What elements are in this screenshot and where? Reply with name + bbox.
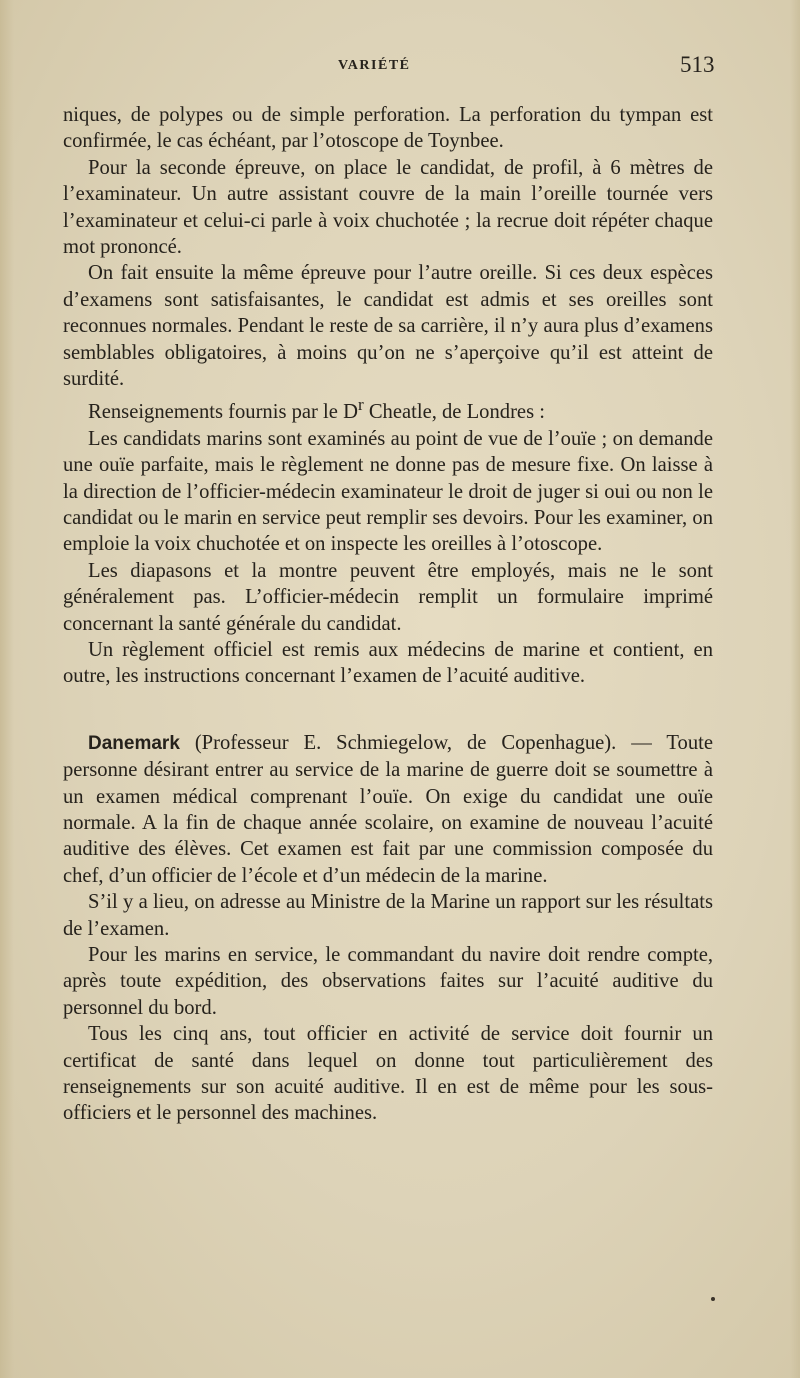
denmark-source: (Professeur E. Schmiegelow, de Copenhague). — <box>179 731 667 754</box>
ink-speck <box>711 1297 715 1301</box>
paragraph-cheatle-source <box>63 392 713 425</box>
cheatle-source-start: Renseignements fournis par le D <box>88 401 358 424</box>
paragraph-regulation: Un règlement officiel est remis aux médecins de marine et contient, en outre, les instructions concernant l’examen de l’acuité auditive. <box>63 638 713 688</box>
paragraph-sailors-service: Pour les marins en service, le commandant du navire doit rendre compte, après toute expédition, des observations faites sur l’acuité auditive du personnel du bord. <box>63 944 713 1019</box>
body-text <box>63 102 713 1127</box>
scan-shadow-right <box>790 0 800 1378</box>
scan-shadow-left <box>0 0 14 1378</box>
paragraph-second-test: Pour la seconde épreuve, on place le candidat, de profil, à 6 mètres de l’examinateur. Un autre assistant couvre de la main l’oreille tournée vers l’examinateur et celui-ci parle à voix chuchotée ; la recrue doit répéter chaque mot prononcé. <box>63 156 713 259</box>
paragraph-denmark-intro <box>63 730 713 889</box>
running-title: VARIÉTÉ <box>338 58 411 73</box>
country-heading: Danemark <box>88 732 180 754</box>
doctor-superscript: r <box>357 395 364 415</box>
running-header <box>0 52 800 82</box>
denmark-intro-text: Toute personne désirant entrer au service de la marine de guerre doit se soumettre à un examen médical comprenant l’ouïe. On exige du candidat une ouïe normale. A la fin de chaque année scolaire, on examine de nouveau l’acuité auditive des élèves. Cet examen est fait par une commission composée du chef, d’un officier de l’école et d’un médecin de la marine. <box>63 731 713 887</box>
paragraph-continued: niques, de polypes ou de simple perforation. La perforation du tympan est confirmée, le cas échéant, par l’otoscope de Toynbee. <box>63 104 713 153</box>
page-number: 513 <box>680 52 715 77</box>
paragraph-ministry-report: S’il y a lieu, on adresse au Ministre de la Marine un rapport sur les résultats de l’examen. <box>63 891 713 940</box>
paragraph-candidates: Les candidats marins sont examinés au point de vue de l’ouïe ; on demande une ouïe parfaite, mais le règlement ne donne pas de mesure fixe. On laisse à la direction de l’officier-médecin examinateur le droit de juger si oui ou non le candidat ou le marin en service peut remplir ses devoirs. Pour les examiner, on emploie la voix chuchotée et on inspecte les oreilles à l’otoscope. <box>63 427 713 556</box>
paragraph-other-ear: On fait ensuite la même épreuve pour l’autre oreille. Si ces deux espèces d’examens sont satisfaisantes, le candidat est admis et ses oreilles sont reconnues normales. Pendant le reste de sa carrière, il n’y aura plus d’examens semblables obligatoires, à moins qu’on ne s’aperçoive qu’il est atteint de surdité. <box>63 262 713 391</box>
paragraph-tuning-forks: Les diapasons et la montre peuvent être employés, mais ne le sont généralement pas. L’officier-médecin remplit un formulaire imprimé concernant la santé générale du candidat. <box>63 559 713 635</box>
cheatle-source-end: Cheatle, de Londres : <box>363 401 545 424</box>
paragraph-five-years: Tous les cinq ans, tout officier en activité de service doit fournir un certificat de santé dans lequel on donne tout particulièrement des renseignements sur son acuité auditive. Il en est de même pour les sous-officiers et le personnel des machines. <box>63 1023 713 1125</box>
